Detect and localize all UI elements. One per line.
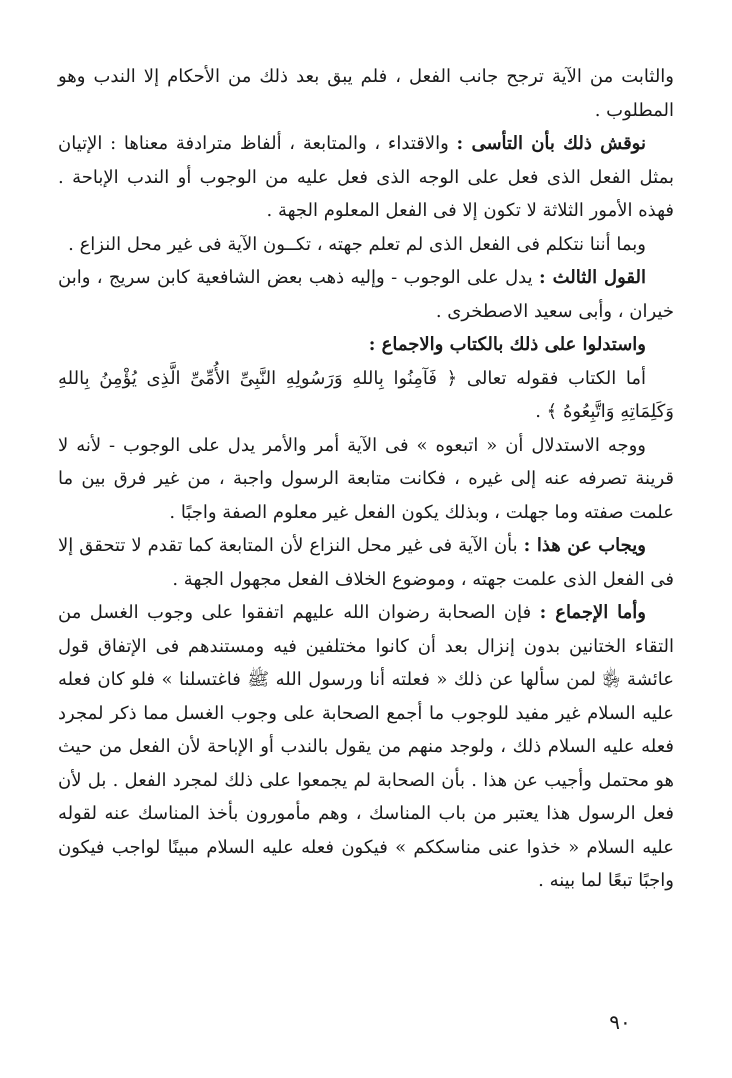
paragraph-text: وبما أننا نتكلم فى الفعل الذى لم تعلم جهته ، تكــون الآية فى غير محل النزاع .	[68, 233, 646, 255]
paragraph-text: يدل على الوجوب - وإليه ذهب بعض الشافعية كابن سريج ، وابن خيران ، وأبى سعيد الاصطخرى .	[58, 267, 674, 322]
paragraph-argument	[58, 429, 674, 530]
paragraph-text: والاقتداء ، والمتابعة ، ألفاظ مترادفة معناها : الإتيان بمثل الفعل الذى فعل على الوجه الذى فعل عليه من الوجوب أو الندب الإباحة . فهذه الأمور الثلاثة لا تكون إلا فى الفعل المعلوم الجهة .	[58, 133, 674, 221]
paragraph-lead: القول الثالث :	[539, 267, 646, 288]
paragraph-conclusion	[58, 60, 674, 127]
paragraph-text: أما الكتاب فقوله تعالى ﴿ فَآمِنُوا بِاللهِ وَرَسُولِهِ النَّبِىِّ الأُمِّىِّ الَّذِى يُؤْمِنُ بِاللهِ وَكَلِمَاتِهِ وَاتَّبِعُوهُ ﴾ .	[58, 367, 674, 422]
paragraph-text: ووجه الاستدلال أن « اتبعوه » فى الآية أمر والأمر يدل على الوجوب - لأنه لا قرينة تصرفه عنه إلى غيره ، فكانت متابعة الرسول واجبة ، من غير فرق بين ما علمت صفته وما جهلت ، وبذلك يكون الفعل غير معلوم الصفة واجبًا .	[58, 434, 674, 523]
paragraph-response	[58, 529, 674, 596]
paragraph-text: فإن الصحابة رضوان الله عليهم اتفقوا على وجوب الغسل من التقاء الختانين بدون إنزال بعد أن كانوا مختلفين فيه ومستندهم فى الإتفاق قول عائشة ﵂ لمن سألها عن ذلك « فعلته أنا ورسول الله ﷺ فاغتسلنا » فلو كان فعله عليه السلام غير مفيد للوجوب ما أجمع الصحابة على وجوب الغسل مما ذكر لمجرد فعله عليه السلام ذلك ، ولوجد منهم من يقول بالندب أو الإباحة لأن الفعل من حيث هو محتمل وأجيب عن هذا . بأن الصحابة لم يجمعوا على ذلك لمجرد الفعل . بل لأن فعل الرسول هذا يعتبر من باب المناسك ، وهم مأمورون بأخذ المناسك عنه لقوله عليه السلام « خذوا عنى مناسككم » فيكون فعله عليه السلام مبينًا لواجب فيكون واجبًا تبعًا لما بينه .	[58, 602, 674, 891]
paragraph-consensus	[58, 596, 674, 898]
paragraph-lead: ويجاب عن هذا :	[523, 535, 646, 556]
paragraph-lead: نوقش ذلك بأن التأسى :	[456, 133, 646, 154]
page-body	[58, 60, 674, 898]
paragraph-text: بأن الآية فى غير محل النزاع لأن المتابعة كما تقدم لا تتحقق إلا فى الفعل الذى علمت جهته ، وموضوع الخلاف الفعل مجهول الجهة .	[58, 535, 674, 590]
paragraph-scope	[58, 228, 674, 262]
paragraph-third-opinion	[58, 261, 674, 328]
heading-text: واستدلوا على ذلك بالكتاب والاجماع :	[368, 334, 646, 355]
paragraph-quran-verse	[58, 362, 674, 429]
page-number: ٩٠	[609, 1010, 631, 1034]
paragraph-text: والثابت من الآية ترجح جانب الفعل ، فلم يبق بعد ذلك من الأحكام إلا الندب وهو المطلوب .	[58, 66, 674, 121]
paragraph-lead: وأما الإجماع :	[539, 602, 646, 623]
paragraph-objection	[58, 127, 674, 228]
section-heading	[58, 328, 674, 362]
